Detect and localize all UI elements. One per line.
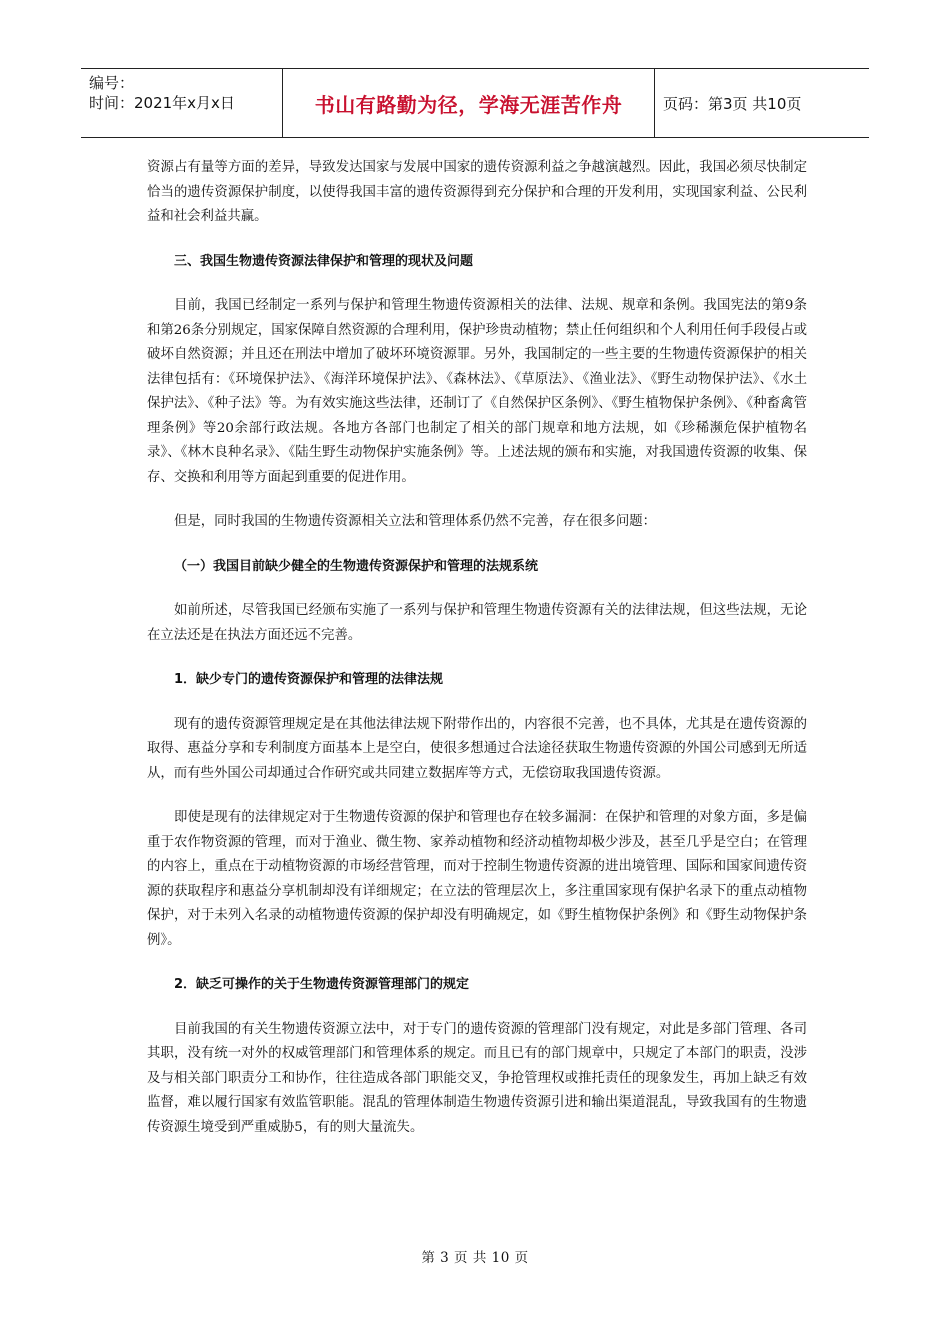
- header-date: 时间：2021年x月x日: [89, 94, 235, 112]
- document-body: [147, 156, 807, 1160]
- header-meta-cell: [81, 69, 283, 137]
- section-heading-3: 三、我国生物遗传资源法律保护和管理的现状及问题: [174, 253, 474, 269]
- header-motto: 书山有路勤为径，学海无涯苦作舟: [283, 69, 655, 137]
- page-header: [81, 68, 869, 138]
- paragraph-7: 目前我国的有关生物遗传资源立法中，对于专门的遗传资源的管理部门没有规定，对此是多部门管理、各司其职，没有统一对外的权威管理部门和管理体系的规定。而且已有的部门规章中，只规定了本部门的职责，没涉及与相关部门职责分工和协作，往往造成各部门职能交叉，争抢管理权或推托责任的现象发生，再加上缺乏有效监督，难以履行国家有效监管职能。混乱的管理体制造生物遗传资源引进和输出渠道混乱，导致我国有的生物遗传资源生境受到严重威胁5，有的则大量流失。: [147, 1021, 807, 1135]
- paragraph-3: 但是，同时我国的生物遗传资源相关立法和管理体系仍然不完善，存在很多问题：: [174, 514, 657, 529]
- paragraph-2: 目前，我国已经制定一系列与保护和管理生物遗传资源相关的法律、法规、规章和条例。我国宪法的第9条和第26条分别规定，国家保障自然资源的合理利用，保护珍贵动植物；禁止任何组织和个人利用任何手段侵占或破坏自然资源；并且还在刑法中增加了破坏环境资源罪。另外，我国制定的一些主要的生物遗传资源保护的相关法律包括有：《环境保护法》、《海洋环境保护法》、《森林法》、《草原法》、《渔业法》、《野生动物保护法》、《水土保护法》、《种子法》等。为有效实施这些法律，还制订了《自然保护区条例》、《野生植物保护条例》、《种畜禽管理条例》等20余部行政法规。各地方各部门也制定了相关的部门规章和地方法规，如《珍稀濒危保护植物名录》、《林木良种名录》、《陆生野生动物保护实施条例》等。上述法规的颁布和实施，对我国遗传资源的收集、保存、交换和利用等方面起到重要的促进作用。: [147, 298, 807, 485]
- paragraph-5: 现有的遗传资源管理规定是在其他法律法规下附带作出的，内容很不完善，也不具体，尤其是在遗传资源的取得、惠益分享和专利制度方面基本上是空白，使很多想通过合法途径获取生物遗传资源的外国公司感到无所适从，而有些外国公司却通过合作研究或共同建立数据库等方式，无偿窃取我国遗传资源。: [147, 716, 807, 781]
- paragraph-4: 如前所述，尽管我国已经颁布实施了一系列与保护和管理生物遗传资源有关的法律法规，但这些法规，无论在立法还是在执法方面还远不完善。: [147, 603, 807, 643]
- paragraph-1: 资源占有量等方面的差异，导致发达国家与发展中国家的遗传资源利益之争越演越烈。因此，我国必须尽快制定恰当的遗传资源保护制度，以使得我国丰富的遗传资源得到充分保护和合理的开发利用，实现国家利益、公民利益和社会利益共赢。: [147, 160, 807, 224]
- paragraph-6: 即使是现有的法律规定对于生物遗传资源的保护和管理也存在较多漏洞：在保护和管理的对象方面，多是偏重于农作物资源的管理，而对于渔业、微生物、家养动植物和经济动植物却极少涉及，甚至几乎是空白；在管理的内容上，重点在于动植物资源的市场经营管理，而对于控制生物遗传资源的进出境管理、国际和国家间遗传资源的获取程序和惠益分享机制却没有详细规定；在立法的管理层次上，多注重国家现有保护名录下的重点动植物保护，对于未列入名录的动植物遗传资源的保护却没有明确规定，如《野生植物保护条例》和《野生动物保护条例》。: [147, 810, 807, 948]
- header-page-info: 页码：第3页 共10页: [663, 94, 802, 113]
- header-number-label: 编号：: [89, 74, 135, 92]
- page-footer: 第 3 页 共 10 页: [421, 1250, 529, 1266]
- item-heading-2: 2．缺乏可操作的关于生物遗传资源管理部门的规定: [174, 977, 470, 992]
- item-heading-1: 1．缺少专门的遗传资源保护和管理的法律法规: [174, 672, 444, 687]
- subsection-heading-1: （一）我国目前缺少健全的生物遗传资源保护和管理的法规系统: [174, 558, 539, 574]
